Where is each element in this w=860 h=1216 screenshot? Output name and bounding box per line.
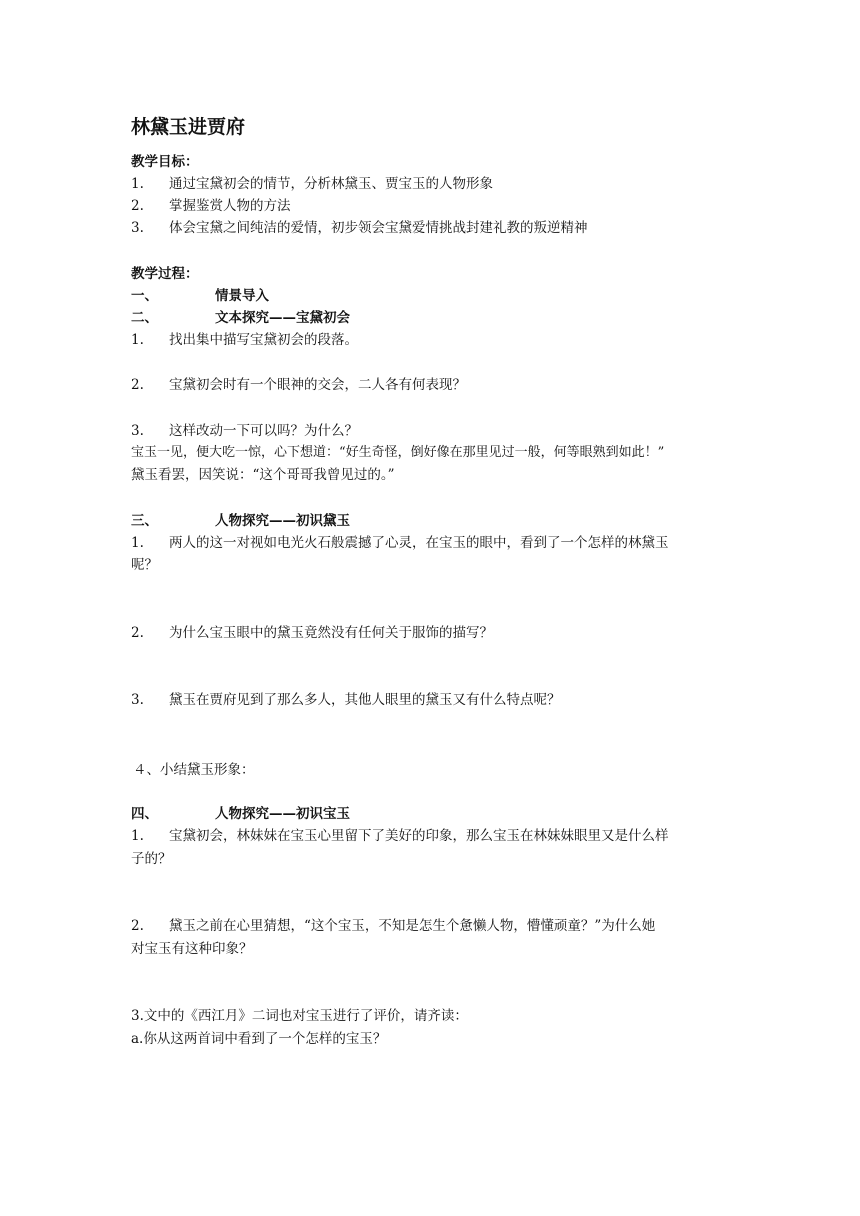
question-item: 3.文中的《西江月》二词也对宝玉进行了评价，请齐读： [131,1008,468,1024]
section-heading-3 [131,511,350,531]
objective-text: 通过宝黛初会的情节，分析林黛玉、贾宝玉的人物形象 [169,176,493,192]
question-continuation: 对宝玉有这种印象？ [131,941,253,957]
objective-number: 2. [131,198,144,214]
objective-text: 体会宝黛之间纯洁的爱情，初步领会宝黛爱情挑战封建礼教的叛逆精神 [169,220,588,236]
section-heading-4 [131,804,350,824]
question-item [131,916,655,936]
question-number: 1. [131,535,144,551]
question-continuation: 呢？ [131,557,158,573]
question-continuation: 子的？ [131,851,172,867]
question-text: 两人的这一对视如电光火石般震撼了心灵，在宝玉的眼中，看到了一个怎样的林黛玉 [169,535,669,551]
question-item [131,623,493,643]
objective-item [131,174,493,194]
sub-question-item: a.你从这两首词中看到了一个怎样的宝玉？ [131,1031,387,1047]
question-number: 3. [131,423,144,439]
objective-item [131,196,291,216]
question-item [131,421,358,441]
question-text: 黛玉在贾府见到了那么多人，其他人眼里的黛玉又有什么特点呢？ [169,692,561,708]
question-number: 2. [131,918,144,934]
question-number: 1. [131,332,144,348]
quote-line: 宝玉一见，便大吃一惊，心下想道：“好生奇怪，倒好像在那里见过一般，何等眼熟到如此！” [131,445,665,460]
question-text: 为什么宝玉眼中的黛玉竟然没有任何关于服饰的描写？ [169,625,493,641]
question-text: 宝黛初会时有一个眼神的交会，二人各有何表现？ [169,377,466,393]
section-title: 人物探究——初识黛玉 [215,513,350,529]
summary-line: ４、小结黛玉形象： [133,762,255,778]
question-number: 3. [131,692,144,708]
question-number: 1. [131,828,144,844]
section-number: 三、 [131,513,158,529]
quote-line: 黛玉看罢，因笑说：“这个哥哥我曾见过的。” [131,467,395,483]
objective-number: 1. [131,176,144,192]
question-item [131,375,466,395]
question-text: 黛玉之前在心里猜想，“这个宝玉，不知是怎生个惫懒人物，懵懂顽童？”为什么她 [169,918,656,934]
question-item [131,690,561,710]
section-title: 人物探究——初识宝玉 [215,806,350,822]
section-title: 情景导入 [215,288,269,304]
objective-item [131,218,588,238]
question-text: 宝黛初会，林妹妹在宝玉心里留下了美好的印象，那么宝玉在林妹妹眼里又是什么样 [169,828,669,844]
section-number: 四、 [131,806,158,822]
section-number: 一、 [131,288,158,304]
question-item [131,330,358,350]
objective-text: 掌握鉴赏人物的方法 [169,198,291,214]
question-text: 这样改动一下可以吗？为什么？ [169,423,358,439]
section-heading-2 [131,308,350,328]
section-number: 二、 [131,310,158,326]
section-title: 文本探究——宝黛初会 [215,310,350,326]
process-heading: 教学过程： [131,266,199,282]
objective-number: 3. [131,220,144,236]
objectives-heading: 教学目标： [131,154,199,170]
question-number: 2. [131,625,144,641]
question-text: 找出集中描写宝黛初会的段落。 [169,332,358,348]
document-title: 林黛玉进贾府 [131,116,246,138]
question-item [131,826,669,846]
section-heading-1 [131,286,269,306]
question-item [131,533,669,553]
question-number: 2. [131,377,144,393]
